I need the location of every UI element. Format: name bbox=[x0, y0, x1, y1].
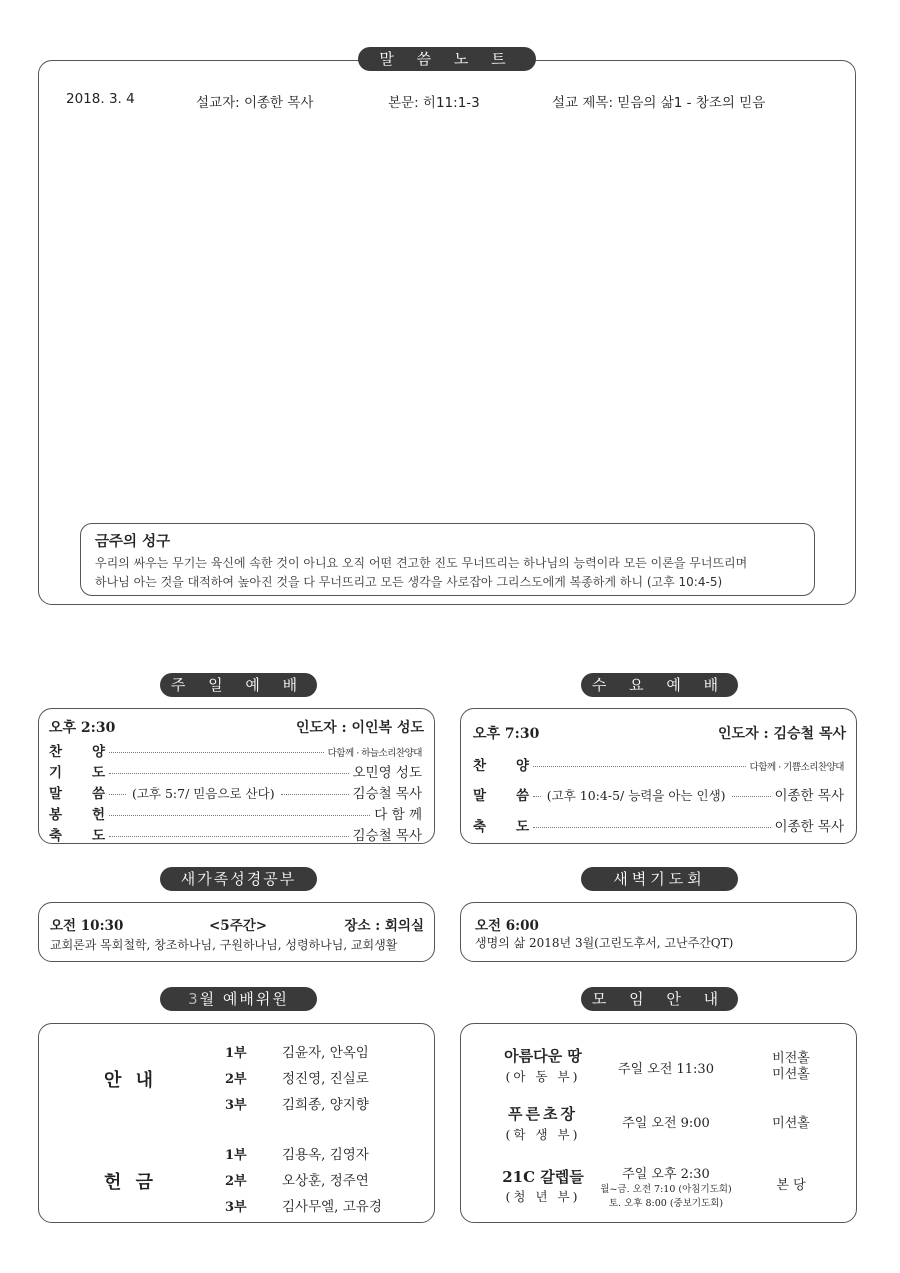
sunday-benediction-value: 김승철 목사 bbox=[352, 828, 422, 844]
offering-names: 김사무엘, 고유경 bbox=[282, 1199, 382, 1215]
sunday-order-row: 찬 양 다함께 · 하늘소리찬양대 bbox=[49, 744, 422, 760]
worship-committee-box: 안 내 1부 김윤자, 안옥임 2부 정진영, 진실로 3부 김희종, 양지향 헌 금 1부 김용옥, 김영자 2부 오상훈, 정주연 3부 김사무엘, 고유경 bbox=[38, 1023, 435, 1223]
wednesday-order-row: 축 도 이종한 목사 bbox=[473, 815, 844, 835]
meeting-name: 푸른초장 bbox=[508, 1105, 578, 1123]
usher-names: 김윤자, 안옥임 bbox=[282, 1045, 369, 1061]
dawn-prayer-box bbox=[460, 902, 857, 962]
sermon-note-title: 말 씀 노 트 bbox=[358, 47, 536, 71]
usher-label: 안 내 bbox=[104, 1070, 158, 1091]
meeting-name: 아름다운 땅 bbox=[504, 1047, 582, 1065]
dawn-prayer-title: 새벽기도회 bbox=[581, 867, 738, 891]
meeting-place: 미션홀 bbox=[772, 1067, 810, 1082]
meeting-time: 주일 오후 2:30 bbox=[622, 1167, 710, 1182]
sermon-note-box bbox=[38, 60, 856, 605]
sunday-leader: 인도자 : 이인복 성도 bbox=[296, 720, 424, 736]
family-study-duration: <5주간> bbox=[209, 918, 268, 934]
wednesday-worship-title: 수 요 예 배 bbox=[581, 673, 738, 697]
meeting-place: 비전홀 bbox=[772, 1051, 810, 1066]
scripture: 본문: 히11:1-3 bbox=[388, 95, 480, 111]
meeting-sub-schedule: 월~금. 오전 7:10 (아침기도회) bbox=[600, 1184, 732, 1195]
family-study-box bbox=[38, 902, 435, 962]
wednesday-order-row: 찬 양 다함께 · 기쁨소리찬양대 bbox=[473, 758, 844, 774]
meeting-time: 주일 오전 11:30 bbox=[618, 1062, 714, 1077]
weekly-verse-line: 하나님 아는 것을 대적하여 높아진 것을 다 무너뜨리고 모든 생각을 사로잡아 그리스도에게 복종하게 하니 (고후 10:4-5) bbox=[95, 575, 723, 589]
weekly-verse-title: 금주의 성구 bbox=[95, 533, 171, 550]
wednesday-hymn-value: 다함께 · 기쁨소리찬양대 bbox=[749, 762, 844, 773]
sunday-worship-title: 주 일 예 배 bbox=[160, 673, 317, 697]
sunday-worship-box bbox=[38, 708, 435, 844]
offering-names: 김용옥, 김영자 bbox=[282, 1147, 369, 1163]
meeting-time: 주일 오전 9:00 bbox=[622, 1116, 710, 1131]
meeting-dept: (학 생 부) bbox=[505, 1127, 581, 1142]
sunday-sermon-value: 김승철 목사 bbox=[352, 786, 422, 802]
dawn-prayer-desc: 생명의 삶 2018년 3월(고린도후서, 고난주간QT) bbox=[475, 936, 734, 950]
usher-names: 정진영, 진실로 bbox=[282, 1071, 369, 1087]
sunday-sermon-ref: (고후 5:7/ 믿음으로 산다) bbox=[131, 786, 275, 801]
wednesday-sermon-value: 이종한 목사 bbox=[774, 788, 844, 804]
wednesday-time: 오후 7:30 bbox=[473, 726, 540, 742]
usher-names: 김희종, 양지향 bbox=[282, 1097, 369, 1113]
meetings-box bbox=[460, 1023, 857, 1223]
sunday-order-row: 기 도 오민영 성도 bbox=[49, 761, 422, 781]
dawn-prayer-time: 오전 6:00 bbox=[475, 918, 539, 934]
sunday-order-row: 말 씀 (고후 5:7/ 믿음으로 산다) 김승철 목사 bbox=[49, 782, 422, 802]
meeting-sub-schedule: 토. 오후 8:00 (중보기도회) bbox=[608, 1198, 724, 1209]
wednesday-order-row: 말 씀 (고후 10:4-5/ 능력을 아는 인생) 이종한 목사 bbox=[473, 784, 844, 804]
meeting-dept: (청 년 부) bbox=[505, 1189, 581, 1204]
wednesday-sermon-ref: (고후 10:4-5/ 능력을 아는 인생) bbox=[546, 788, 726, 803]
family-study-topics: 교회론과 목회철학, 창조하나님, 구원하나님, 성령하나님, 교회생활 bbox=[50, 938, 398, 952]
sunday-time: 오후 2:30 bbox=[49, 720, 116, 736]
weekly-verse-box bbox=[80, 523, 815, 596]
sunday-hymn-value: 다함께 · 하늘소리찬양대 bbox=[327, 748, 422, 759]
sunday-prayer-value: 오민영 성도 bbox=[352, 765, 422, 781]
offering-label: 헌 금 bbox=[104, 1172, 158, 1193]
weekly-verse-line: 우리의 싸우는 무기는 육신에 속한 것이 아니요 오직 어떤 견고한 진도 무너뜨리는 하나님의 능력이라 모든 이론을 무너뜨리며 bbox=[95, 556, 748, 570]
wednesday-benediction-value: 이종한 목사 bbox=[774, 819, 844, 835]
wednesday-worship-box bbox=[460, 708, 857, 844]
family-study-title: 새가족성경공부 bbox=[160, 867, 317, 891]
preacher: 설교자: 이종한 목사 bbox=[196, 95, 314, 111]
sunday-order-row: 축 도 김승철 목사 bbox=[49, 824, 422, 844]
wednesday-leader: 인도자 : 김승철 목사 bbox=[718, 726, 846, 742]
sermon-title: 설교 제목: 믿음의 삶1 - 창조의 믿음 bbox=[552, 95, 766, 111]
family-study-place: 장소 : 회의실 bbox=[344, 918, 424, 934]
sermon-date: 2018. 3. 4 bbox=[66, 91, 135, 107]
worship-committee-title: 3월 예배위원 bbox=[160, 987, 317, 1011]
offering-names: 오상훈, 정주연 bbox=[282, 1173, 369, 1189]
meetings-title: 모 임 안 내 bbox=[581, 987, 738, 1011]
committee-month: 3 bbox=[188, 990, 200, 1008]
meeting-name: 21C 갈렙들 bbox=[502, 1168, 584, 1186]
sunday-order-row: 봉 헌 다 함 께 bbox=[49, 803, 422, 823]
meeting-place: 미션홀 bbox=[772, 1116, 810, 1131]
family-study-time: 오전 10:30 bbox=[50, 918, 124, 934]
sunday-offering-value: 다 함 께 bbox=[374, 807, 422, 823]
meeting-dept: (아 동 부) bbox=[505, 1069, 581, 1084]
meeting-place: 본 당 bbox=[776, 1178, 806, 1193]
